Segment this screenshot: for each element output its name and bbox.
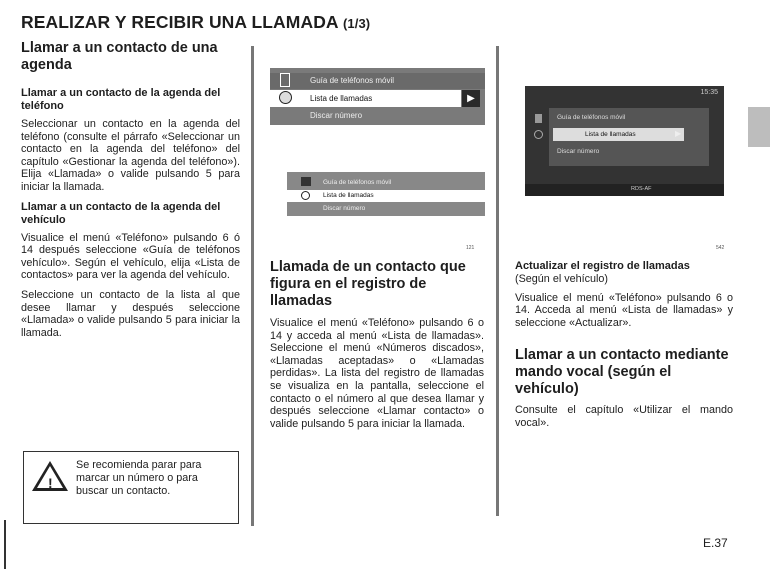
menu-item: Discar número	[323, 205, 366, 212]
margin-line	[4, 520, 6, 569]
warning-text: Se recomienda parar para marcar un número o para buscar un contacto.	[76, 459, 202, 497]
paragraph: Visualice el menú «Teléfono» pulsando 6 ó 14 después seleccione «Guía de teléfonos vehículo». Según el vehículo, elija «Lista de contactos» para ver la agenda del vehículo.	[21, 231, 240, 282]
phone-icon	[535, 114, 542, 123]
section-heading: Llamar a un contacto mediante mando vocal (según el vehículo)	[515, 347, 729, 398]
menu-item-selected: Lista de llamadas	[553, 128, 684, 141]
subsection-heading: Llamar a un contacto de la agenda del teléfono	[21, 87, 221, 112]
rds-label: RDS-AF	[631, 186, 652, 192]
section-heading: Llamada de un contacto que figura en el registro de llamadas	[270, 259, 466, 309]
page-title: REALIZAR Y RECIBIR UNA LLAMADA (1/3)	[21, 12, 371, 32]
display-screenshot-large	[270, 68, 485, 125]
menu-item: Discar número	[310, 111, 363, 120]
arrow-icon: ▶	[462, 90, 480, 107]
warning-box	[23, 451, 239, 524]
call-list-icon	[301, 191, 310, 200]
display-screenshot-small	[287, 172, 485, 216]
column-3	[515, 260, 733, 437]
menu-item: Guía de teléfonos móvil	[270, 73, 485, 89]
column-2	[270, 259, 484, 437]
warning-icon: !	[32, 461, 68, 491]
page-marker: (1/3)	[343, 16, 371, 31]
status-bar	[525, 184, 724, 196]
call-list-icon	[279, 91, 292, 104]
figure-reference: 121	[466, 245, 475, 251]
menu-item-selected: Lista de llamadas	[270, 90, 461, 107]
chapter-tab	[748, 107, 770, 147]
phone-icon	[280, 73, 290, 87]
column-1	[21, 40, 240, 346]
column-divider	[496, 46, 499, 516]
page-number: E.37	[703, 536, 728, 550]
paragraph: Consulte el capítulo «Utilizar el mando vocal».	[515, 404, 733, 429]
subsection-heading: Llamar a un contacto de la agenda del vehículo	[21, 200, 221, 226]
arrow-icon: ▶	[675, 129, 682, 138]
menu-item: Guía de teléfonos móvil	[557, 114, 626, 121]
phone-icon	[301, 177, 311, 186]
menu-item-selected: Lista de llamadas	[287, 190, 485, 202]
column-divider	[251, 46, 254, 526]
note: (Según el vehículo)	[515, 273, 609, 285]
paragraph: Seleccionar un contacto en la agenda del teléfono (consulte el párrafo «Seleccionar un contacto en la agenda del teléfono» del capítulo «Gestionar la agenda del teléfono»). Elija «Llamada» o valide pulsando 5 para iniciar la llamada.	[21, 118, 240, 193]
clock: 15:35	[700, 89, 718, 96]
paragraph: Visualice el menú «Teléfono» pulsando 6 o 14. Acceda al menú «Lista de llamadas» y seleccione «Actualizar».	[515, 291, 733, 329]
call-list-icon	[534, 130, 543, 139]
section-heading: Llamar a un contacto de una agenda	[21, 40, 218, 73]
paragraph: Visualice el menú «Teléfono» pulsando 6 o 14 y acceda al menú «Lista de llamadas». Seleccione el menú «Números discados», «Llamadas aceptadas» o «Llamadas perdidas». La lista del registro de llamadas se visualiza en la pantalla, seleccione el contacto o el número al que desea llamar y después seleccione «Llamar contacto» o valide pulsando 5 para iniciar la llamada.	[270, 317, 484, 430]
subsection-heading: Actualizar el registro de llamadas	[515, 260, 690, 272]
menu-item: Discar número	[557, 148, 600, 155]
menu-item: Guía de teléfonos móvil	[323, 179, 392, 186]
paragraph: Seleccione un contacto de la lista al que desee llamar y después seleccione «Llamada» o valide pulsando 5 para iniciar la llamada.	[21, 288, 240, 339]
figure-reference: 542	[716, 245, 725, 251]
display-screenshot	[525, 86, 724, 196]
